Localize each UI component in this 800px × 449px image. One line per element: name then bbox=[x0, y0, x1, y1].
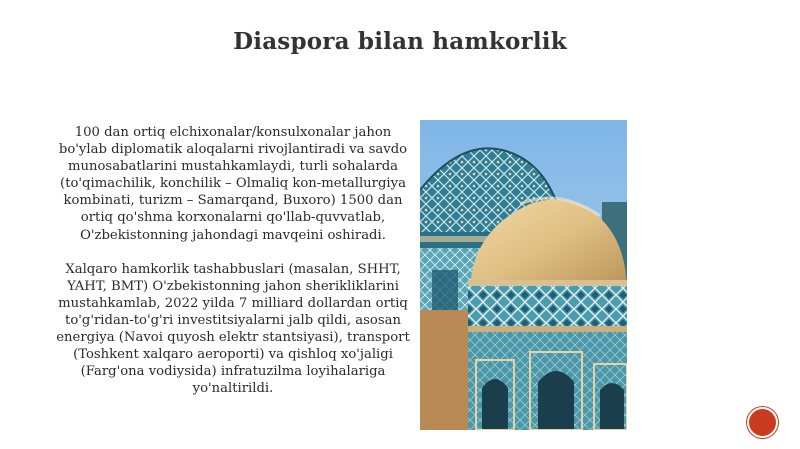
slide-title: Diaspora bilan hamkorlik bbox=[233, 28, 567, 55]
domes-photo bbox=[420, 120, 627, 430]
paragraph-international-cooperation: Xalqaro hamkorlik tashabbuslari (masalan, SHHT, YAHT, BMT) O'zbekistonning jahon sherikliklarini mustahkamlab, 2022 yilda 7 milliard dollardan ortiq to'g'ridan-to'g'ri investitsiyalarni jalb qildi, asosan energiya (Navoi quyosh elektr stantsiyasi), transport (Toshkent xalqaro aeroporti) va qishloq xo'jaligi (Farg'ona vodiysida) infratuzilma loyihalariga yo'naltirildi. bbox=[56, 261, 410, 397]
slide-body bbox=[52, 124, 414, 414]
paragraph-embassies: 100 dan ortiq elchixonalar/konsulxonalar jahon bo'ylab diplomatik aloqalarni rivojlantiradi va savdo munosabatlarini mustahkamlaydi, turli sohalarda (to'qimachilik, konchilik – Olmaliq kon-metallurgiya kombinati, turizm – Samarqand, Buxoro) 1500 dan ortiq qo'shma korxonalarni qo'llab-quvvatlab, O'zbekistonning jahondagi mavqeini oshiradi. bbox=[58, 125, 408, 243]
next-slide-button[interactable] bbox=[749, 409, 776, 436]
